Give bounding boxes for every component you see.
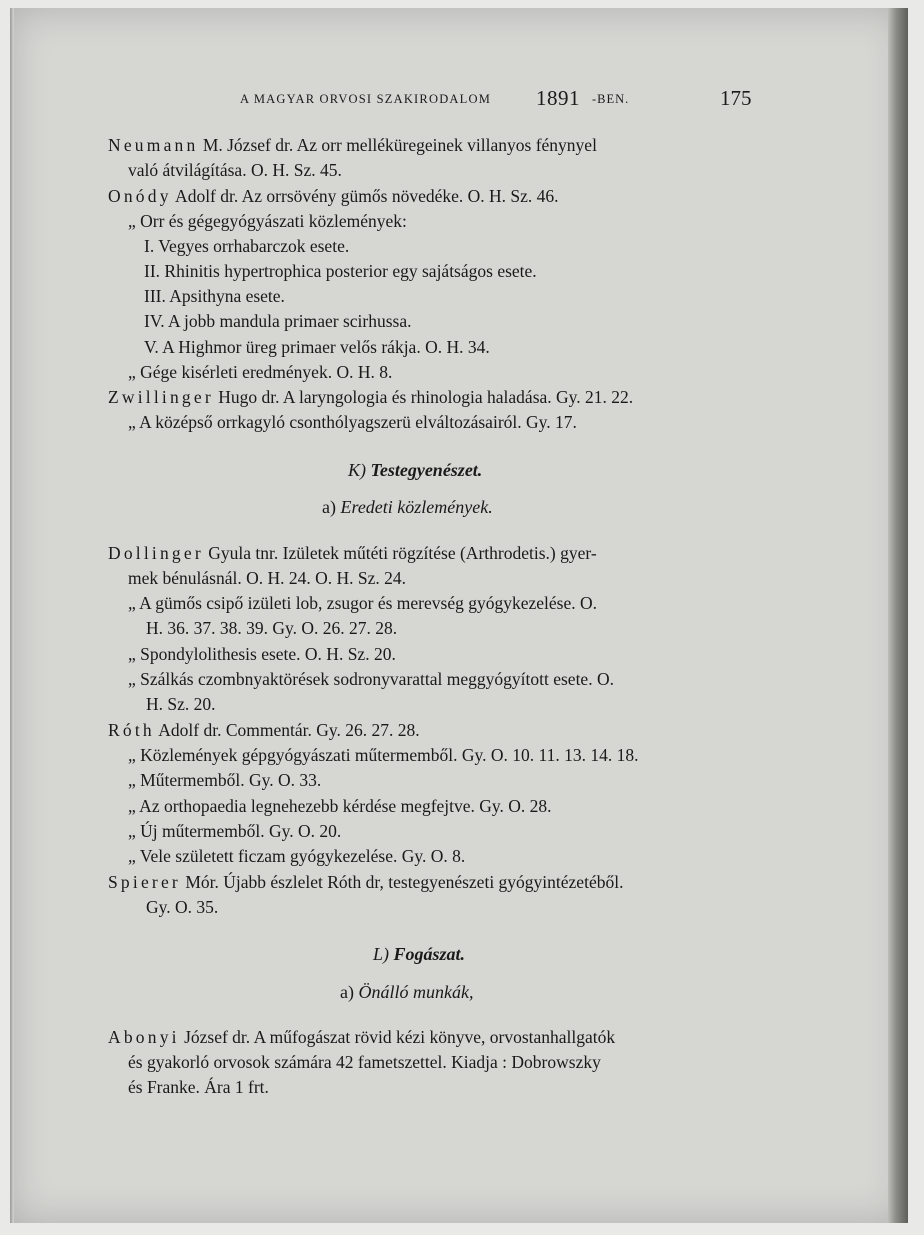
author-name: Róth	[108, 720, 155, 740]
entry-text: való átvilágítása. O. H. Sz. 45.	[128, 160, 342, 180]
entry-text: „ Műtermemből. Gy. O. 33.	[128, 770, 322, 790]
entry-text: és gyakorló orvosok számára 42 fametszettel. Kiadja : Dobrowszky	[128, 1052, 601, 1072]
entry-text: M. József dr. Az orr melléküregeinek villanyos fénynyel	[198, 135, 597, 155]
author-name: Abonyi	[108, 1027, 180, 1047]
entry-text: „ Szálkás czombnyaktörések sodronyvarattal meggyógyított esete. O.	[128, 669, 614, 689]
section-heading	[348, 460, 482, 481]
entry-line	[144, 285, 285, 307]
entry-line	[128, 361, 392, 383]
entry-text: „ Vele született ficzam gyógykezelése. Gy. O. 8.	[128, 846, 466, 866]
subsection-letter: a)	[322, 497, 336, 517]
entry-line	[128, 744, 638, 766]
running-year: 1891	[536, 86, 580, 110]
entry-text: „ Spondylolithesis esete. O. H. Sz. 20.	[128, 644, 396, 664]
subsection-title: Eredeti közlemények.	[340, 497, 493, 517]
entry-line	[128, 1051, 601, 1073]
entry-line	[128, 210, 407, 232]
section-heading	[373, 944, 465, 965]
entry-text: H. 36. 37. 38. 39. Gy. O. 26. 27. 28.	[146, 618, 398, 638]
entry-line	[128, 1076, 269, 1098]
entry-line	[146, 896, 218, 918]
entry-line	[128, 592, 597, 614]
entry-text: „ Gége kisérleti eredmények. O. H. 8.	[128, 362, 393, 382]
entry-line	[146, 617, 397, 639]
entry-text: és Franke. Ára 1 frt.	[128, 1077, 269, 1097]
author-name: Neumann	[108, 135, 199, 155]
entry-line	[128, 159, 342, 181]
entry-text: II. Rhinitis hypertrophica posterior egy sajátságos esete.	[144, 261, 537, 281]
entry-line	[128, 411, 577, 433]
entry-text: Hugo dr. A laryngologia és rhinologia haladása. Gy. 21. 22.	[213, 387, 634, 407]
running-header	[240, 86, 760, 114]
entry-line	[108, 542, 597, 564]
section-letter: K)	[348, 460, 366, 480]
entry-line	[108, 386, 633, 408]
entry-text: Mór. Újabb észlelet Róth dr, testegyenészeti gyógyintézetéből.	[180, 872, 624, 892]
entry-text: „ Új műtermemből. Gy. O. 20.	[128, 821, 342, 841]
entry-text: „ Az orthopaedia legnehezebb kérdése megfejtve. Gy. O. 28.	[128, 796, 552, 816]
author-name: Onódy	[108, 186, 172, 206]
page-number: 175	[720, 86, 752, 110]
subsection-heading	[322, 497, 493, 518]
entry-text: „ Közlemények gépgyógyászati műtermemből. Gy. O. 10. 11. 13. 14. 18.	[128, 745, 639, 765]
entry-text: „ Orr és gégegyógyászati közlemények:	[128, 211, 407, 231]
entry-text: Gy. O. 35.	[146, 897, 219, 917]
entry-line	[128, 643, 396, 665]
entry-text: III. Apsithyna esete.	[144, 286, 285, 306]
entry-text: Gyula tnr. Izületek műtéti rögzítése (Arthrodetis.) gyer-	[203, 543, 597, 563]
subsection-heading	[340, 982, 473, 1003]
subsection-title: Önálló munkák,	[358, 982, 474, 1002]
entry-line	[144, 235, 349, 257]
entry-line	[108, 185, 559, 207]
entry-line	[108, 871, 623, 893]
author-name: Zwillinger	[108, 387, 214, 407]
entry-line	[146, 693, 216, 715]
entry-line	[128, 567, 406, 589]
section-title: Fogászat.	[393, 944, 466, 964]
entry-line	[108, 719, 420, 741]
entry-text: IV. A jobb mandula primaer scirhussa.	[144, 311, 412, 331]
running-title: A MAGYAR ORVOSI SZAKIRODALOM	[240, 92, 492, 106]
author-name: Spierer	[108, 872, 181, 892]
entry-text: „ A gümős csipő izületi lob, zsugor és merevség gyógykezelése. O.	[128, 593, 597, 613]
entry-text: József dr. A műfogászat rövid kézi könyve, orvostanhallgatók	[179, 1027, 616, 1047]
entry-line	[128, 769, 321, 791]
entry-line	[144, 260, 537, 282]
entry-line	[108, 1026, 615, 1048]
section-letter: L)	[373, 944, 390, 964]
running-year-suffix: -BEN.	[592, 92, 630, 106]
section-title: Testegyenészet.	[370, 460, 483, 480]
entry-text: I. Vegyes orrhabarczok esete.	[144, 236, 350, 256]
entry-line	[128, 845, 465, 867]
entry-line	[144, 310, 411, 332]
entry-text: H. Sz. 20.	[146, 694, 216, 714]
author-name: Dollinger	[108, 543, 204, 563]
entry-text: Adolf dr. Az orrsövény gümős növedéke. O. H. Sz. 46.	[171, 186, 559, 206]
entry-line	[128, 820, 341, 842]
entry-text: V. A Highmor üreg primaer velős rákja. O. H. 34.	[144, 337, 490, 357]
subsection-letter: a)	[340, 982, 354, 1002]
entry-line	[144, 336, 490, 358]
entry-line	[128, 668, 614, 690]
page-edge-shadow	[10, 8, 14, 1223]
entry-line	[128, 795, 552, 817]
book-spine-shadow	[888, 8, 908, 1223]
entry-text: Adolf dr. Commentár. Gy. 26. 27. 28.	[154, 720, 420, 740]
entry-text: mek bénulásnál. O. H. 24. O. H. Sz. 24.	[128, 568, 407, 588]
entry-line	[108, 134, 597, 156]
entry-text: „ A középső orrkagyló csonthólyagszerü elváltozásairól. Gy. 17.	[128, 412, 577, 432]
